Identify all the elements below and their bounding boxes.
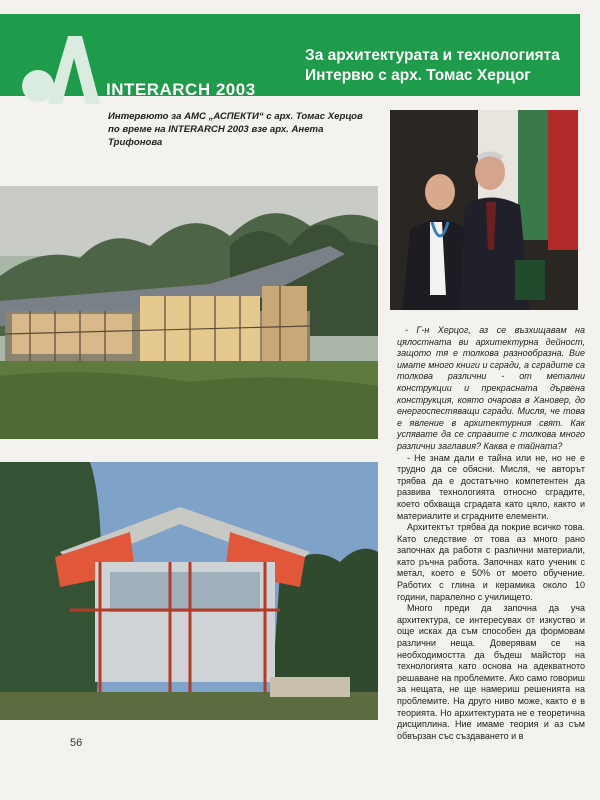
- article-paragraph: Много преди да започна да уча архитектура, се интересувах от изкуство и още исках да съм способен да формовам различни неща. Доверявам се на необходимостта да бъдеш майстор на технологията като основа на адекватното решаване на проблемите. Ако само говориш за нещата, не ще намериш решенията на проблемите. На друго ниво може, както е в теорията. Но архитектурата не е теоретична дисциплина. Ние имаме теория и аз съм обвързан със създаването и в: [397, 603, 585, 741]
- photo-house-meadow: [0, 186, 378, 439]
- aspekti-logo-icon: [22, 36, 100, 104]
- article-paragraph: - Не знам дали е тайна или не, но не е трудно да се обясни. Мисля, че авторът трябва да е достатъчно компетентен да развива технологията относно сградите, което обхваща сградата като цяло, както и материалите и сградните елементи.: [397, 452, 585, 521]
- intro-line-2: по време на INTERARCH 2003 взе арх. Анета Трифонова: [108, 124, 324, 148]
- article-body: [397, 325, 585, 742]
- intro-caption: [108, 110, 378, 149]
- article-paragraph: Архитектът трябва да покрие всичко това. Като следствие от това аз много рано започнах да работя с различни материали, като ръчна работа. Започнах като ученик с метал, което е 50% от моето обучение. Работих с глина и керамика около 10 години, паралелно с училището.: [397, 522, 585, 602]
- issue-label: INTERARCH 2003: [106, 80, 256, 99]
- photo-portrait: [390, 110, 578, 310]
- photo-steel-house: [0, 462, 378, 720]
- headline-line-1: За архитектурата и технологията: [305, 47, 560, 64]
- page-number: 56: [70, 737, 83, 749]
- headline: [305, 46, 560, 86]
- header-banner: [0, 14, 580, 99]
- intro-line-1: Интервюто за АМС „АСПЕКТИ“ с арх. Томас Херцов: [108, 111, 363, 122]
- interview-question: - Г-н Херцог, аз се възхищавам на цялостната ви архитектурна дейност, защото тя е толкова разнообразна. Вие имате много книги и сгради, а сградите са толкова различни - от метални конструкции и прекрасната дървена конструкция, която очарова в Хановер, до енергоспестяващи сгради. Мисля, че това е явление в архитектурния свят. Как успявате да се справите с толкова много различни заглавия? Каква е тайната?: [397, 325, 585, 451]
- headline-line-2: Интервю с арх. Томас Херцог: [305, 67, 531, 84]
